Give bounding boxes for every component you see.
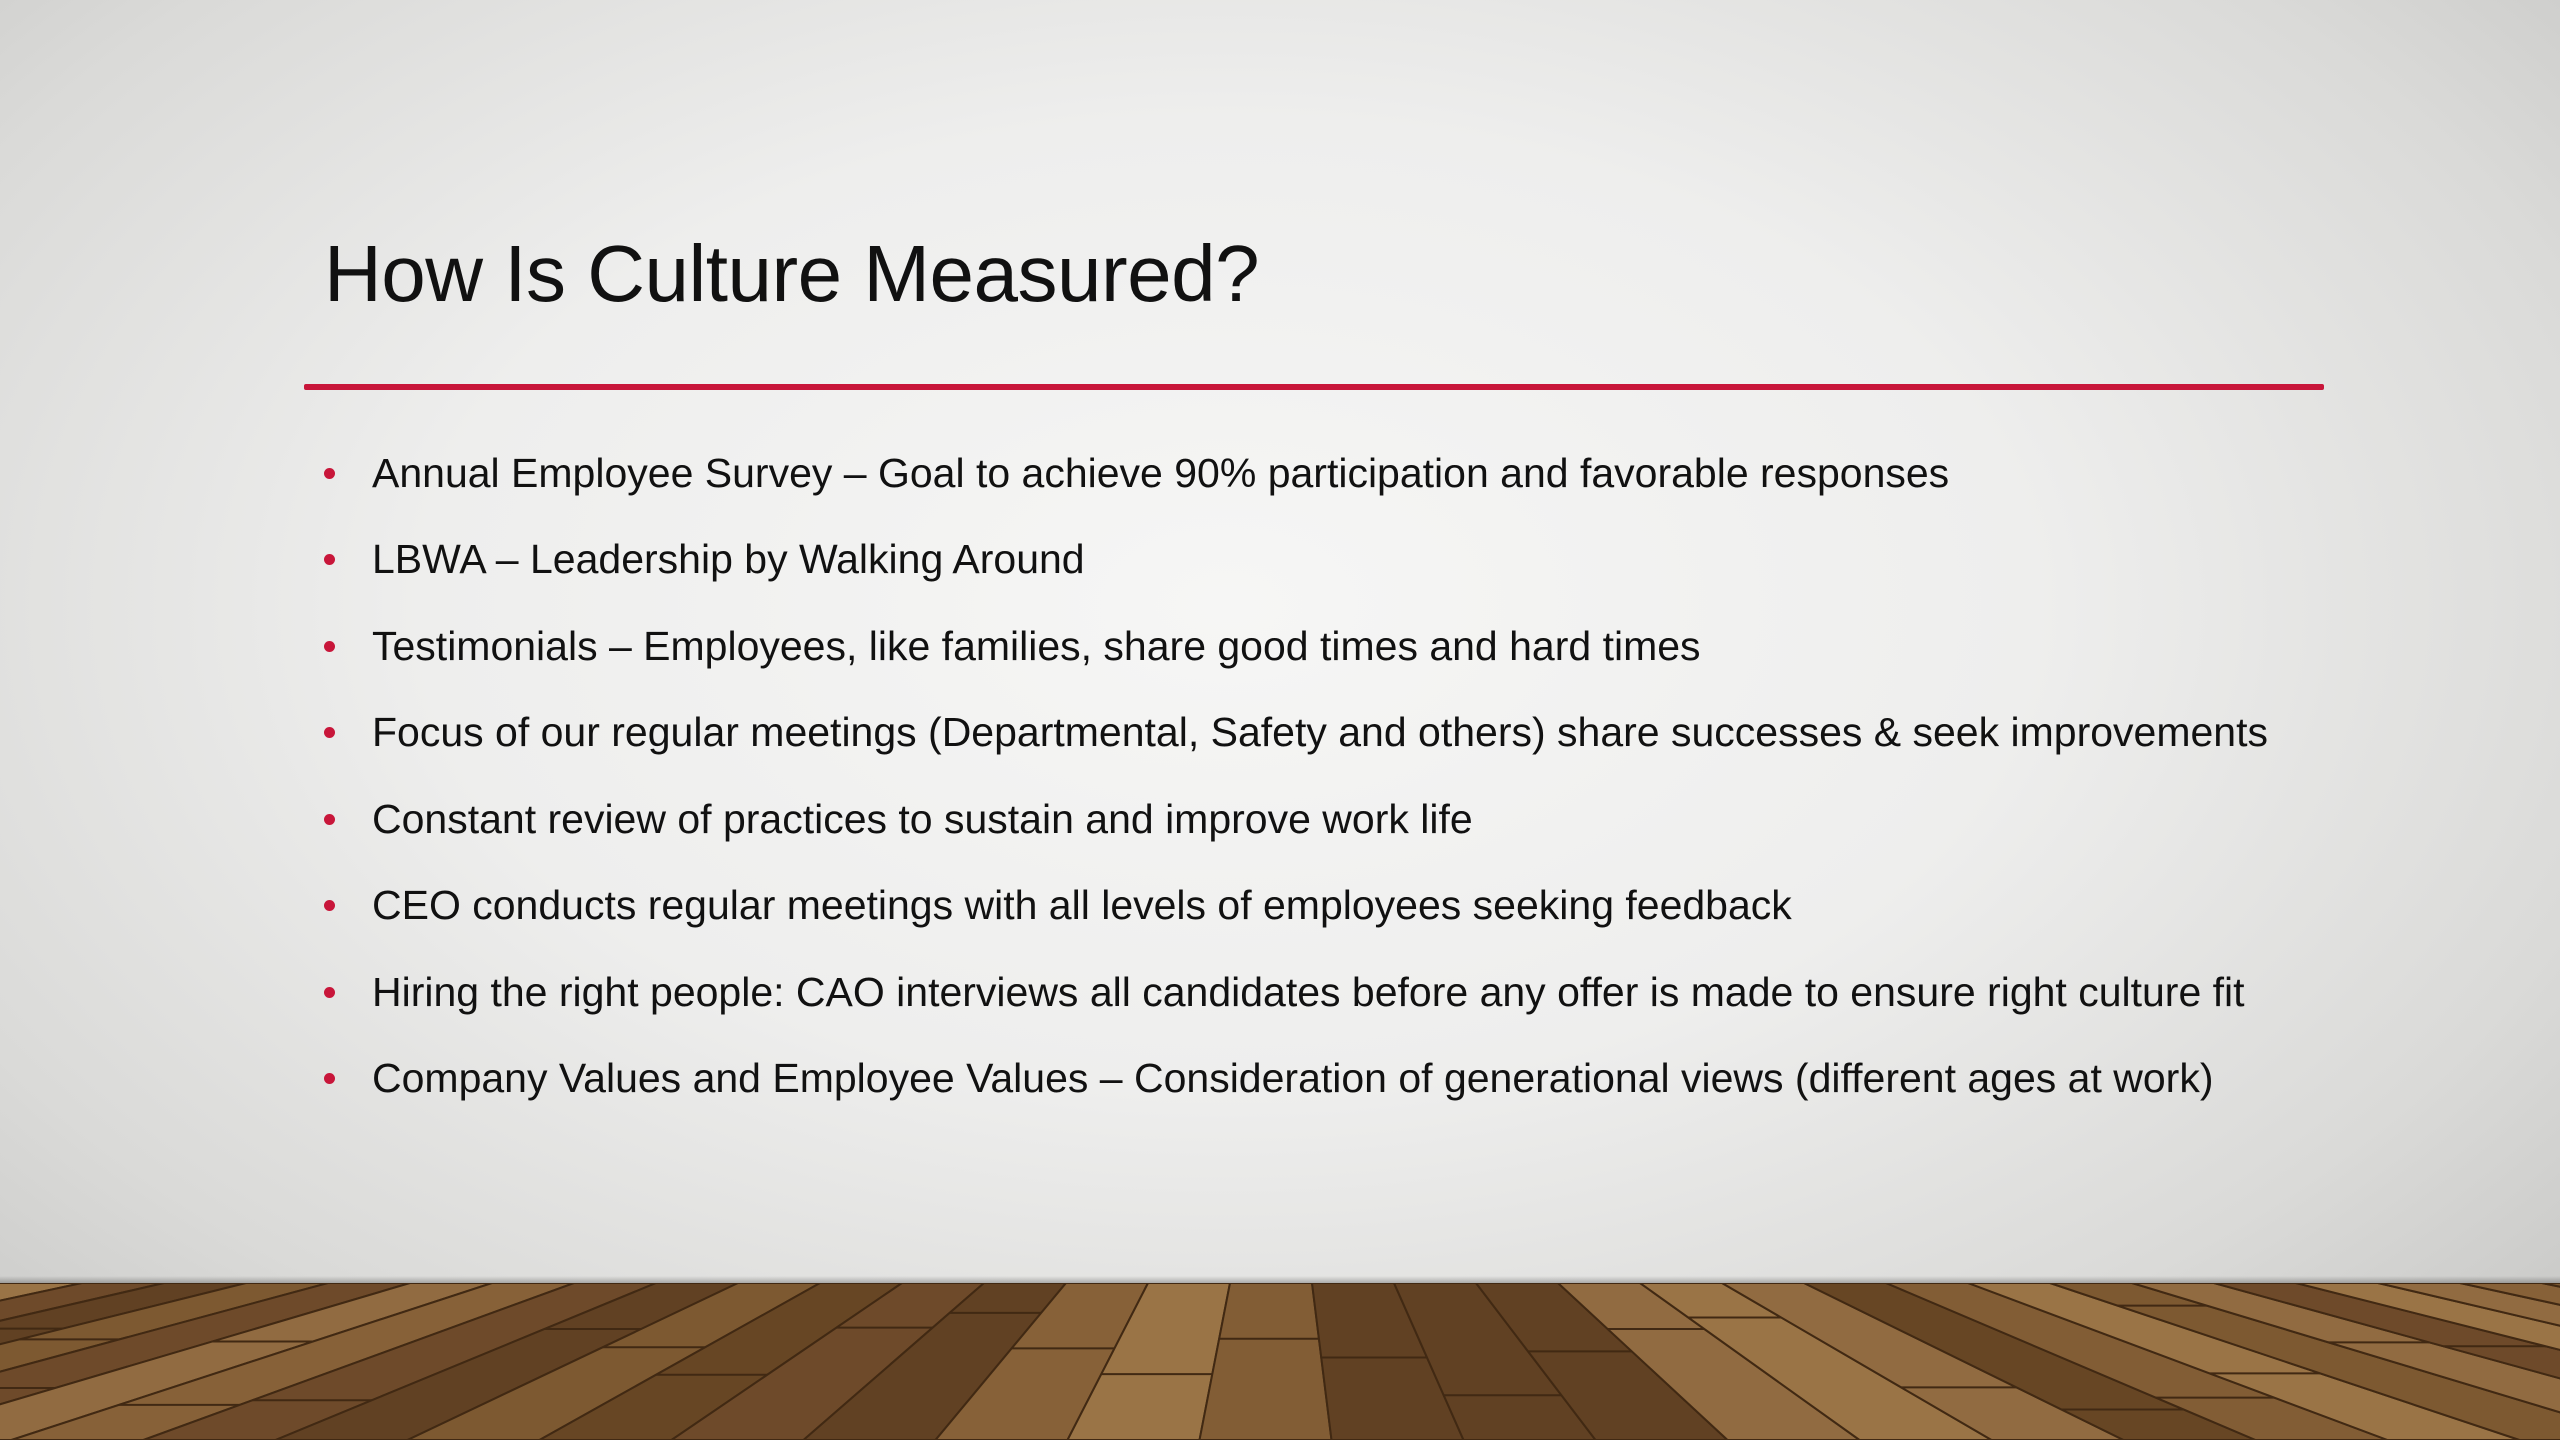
bullet-text: LBWA – Leadership by Walking Around xyxy=(372,536,1085,583)
bullet-item xyxy=(320,863,2320,950)
bullet-item xyxy=(320,430,2320,517)
bullet-dot-icon xyxy=(324,727,335,738)
bullet-text: Constant review of practices to sustain and improve work life xyxy=(372,795,1473,842)
bullet-text: Company Values and Employee Values – Consideration of generational views (different ages at work) xyxy=(372,1055,2214,1102)
slide-title: How Is Culture Measured? xyxy=(324,229,1260,318)
bullet-item xyxy=(320,1036,2320,1123)
bullet-dot-icon xyxy=(324,987,335,998)
bullet-dot-icon xyxy=(324,900,335,911)
bullet-text: Focus of our regular meetings (Departmental, Safety and others) share successes & seek improvements xyxy=(372,709,2268,756)
bullet-dot-icon xyxy=(324,554,335,565)
bullet-item xyxy=(320,690,2320,777)
bullet-item xyxy=(320,776,2320,863)
title-divider xyxy=(304,384,2324,390)
bullet-item xyxy=(320,949,2320,1036)
wood-floor-planks xyxy=(0,1283,2560,1440)
bullet-dot-icon xyxy=(324,468,335,479)
bullet-list xyxy=(320,430,2320,1122)
bullet-item xyxy=(320,517,2320,604)
bullet-item xyxy=(320,603,2320,690)
bullet-text: Testimonials – Employees, like families, share good times and hard times xyxy=(372,622,1701,669)
bullet-text: CEO conducts regular meetings with all levels of employees seeking feedback xyxy=(372,882,1792,929)
bullet-dot-icon xyxy=(324,814,335,825)
bullet-text: Annual Employee Survey – Goal to achieve 90% participation and favorable responses xyxy=(372,449,1950,496)
bullet-text: Hiring the right people: CAO interviews all candidates before any offer is made to ensure right culture fit xyxy=(372,968,2245,1015)
bullet-dot-icon xyxy=(324,1073,335,1084)
bullet-dot-icon xyxy=(324,641,335,652)
wood-floor xyxy=(0,1283,2560,1440)
